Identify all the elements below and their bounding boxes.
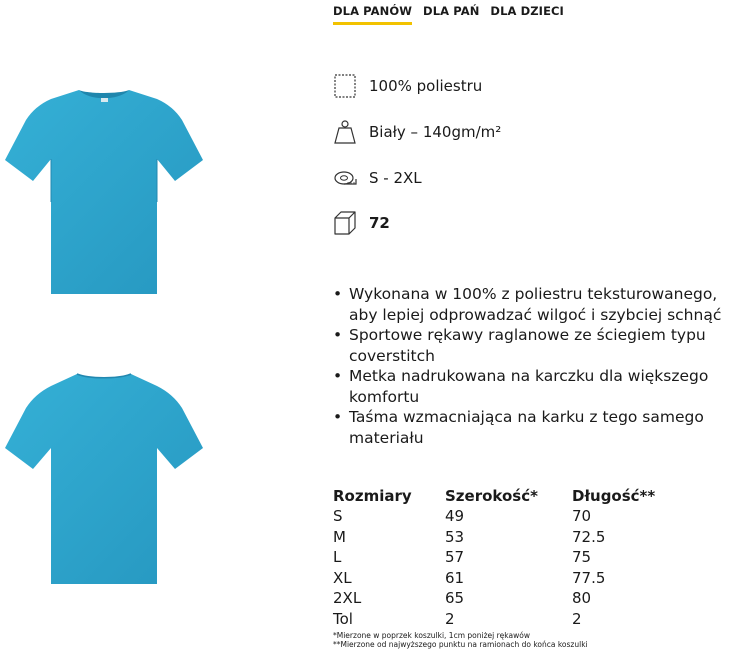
table-cell: S bbox=[333, 507, 343, 526]
gender-tabs bbox=[333, 4, 564, 25]
table-cell: 65 bbox=[445, 589, 465, 608]
spec-sizes-text: S - 2XL bbox=[369, 169, 422, 187]
spec-pack bbox=[333, 210, 390, 236]
table-cell: 70 bbox=[572, 507, 592, 526]
table-cell: 2 bbox=[572, 609, 582, 628]
table-header-row bbox=[333, 485, 692, 506]
spec-material-text: 100% poliestru bbox=[369, 77, 483, 95]
table-cell: M bbox=[333, 527, 346, 546]
list-item: • Wykonana w 100% z poliestru teksturowanego, aby lepiej odprowadzać wilgoć i szybciej schnąć bbox=[333, 284, 749, 325]
footnote-width: *Mierzone w poprzek koszulki, 1cm poniżej rękawów bbox=[333, 631, 530, 640]
table-row bbox=[333, 588, 692, 609]
spec-weight-text: Biały – 140gm/m² bbox=[369, 123, 502, 141]
list-item: • Taśma wzmacniająca na karku z tego samego materiału bbox=[333, 407, 749, 448]
measuring-tape-icon bbox=[333, 165, 357, 191]
spec-weight bbox=[333, 119, 501, 145]
list-item: • Sportowe rękawy raglanowe ze ściegiem typu coverstitch bbox=[333, 325, 749, 366]
spec-sizes bbox=[333, 165, 422, 191]
tab-men[interactable]: DLA PANÓW bbox=[333, 4, 412, 25]
table-cell: L bbox=[333, 548, 342, 567]
table-cell: 49 bbox=[445, 507, 465, 526]
table-cell: Tol bbox=[333, 609, 353, 628]
fabric-swatch-icon bbox=[333, 73, 357, 99]
table-cell: XL bbox=[333, 568, 352, 587]
table-cell: 77.5 bbox=[572, 568, 606, 587]
tab-women[interactable]: DLA PAŃ bbox=[423, 4, 480, 18]
table-cell: 2 bbox=[445, 609, 455, 628]
table-cell: 80 bbox=[572, 589, 592, 608]
weight-icon bbox=[333, 119, 357, 145]
column-header: Długość** bbox=[572, 486, 656, 505]
tab-kids[interactable]: DLA DZIECI bbox=[490, 4, 564, 18]
table-row bbox=[333, 506, 692, 527]
spec-material bbox=[333, 73, 482, 99]
list-item: • Metka nadrukowana na karczku dla większego komfortu bbox=[333, 366, 749, 407]
table-cell: 53 bbox=[445, 527, 465, 546]
size-table bbox=[333, 485, 692, 629]
spec-pack-text: 72 bbox=[369, 214, 390, 232]
feature-list bbox=[333, 284, 749, 448]
product-image-back[interactable] bbox=[5, 372, 203, 586]
table-cell: 61 bbox=[445, 568, 465, 587]
footnote-length: **Mierzone od najwyższego punktu na ramionach do końca koszulki bbox=[333, 640, 588, 649]
column-header: Rozmiary bbox=[333, 486, 412, 505]
product-image-front[interactable] bbox=[5, 82, 203, 296]
table-row bbox=[333, 568, 692, 589]
table-cell: 75 bbox=[572, 548, 592, 567]
table-row bbox=[333, 527, 692, 548]
table-row bbox=[333, 547, 692, 568]
column-header: Szerokość* bbox=[445, 486, 538, 505]
box-icon bbox=[333, 210, 357, 236]
table-cell: 2XL bbox=[333, 589, 362, 608]
table-cell: 72.5 bbox=[572, 527, 606, 546]
table-row bbox=[333, 609, 692, 630]
table-cell: 57 bbox=[445, 548, 465, 567]
